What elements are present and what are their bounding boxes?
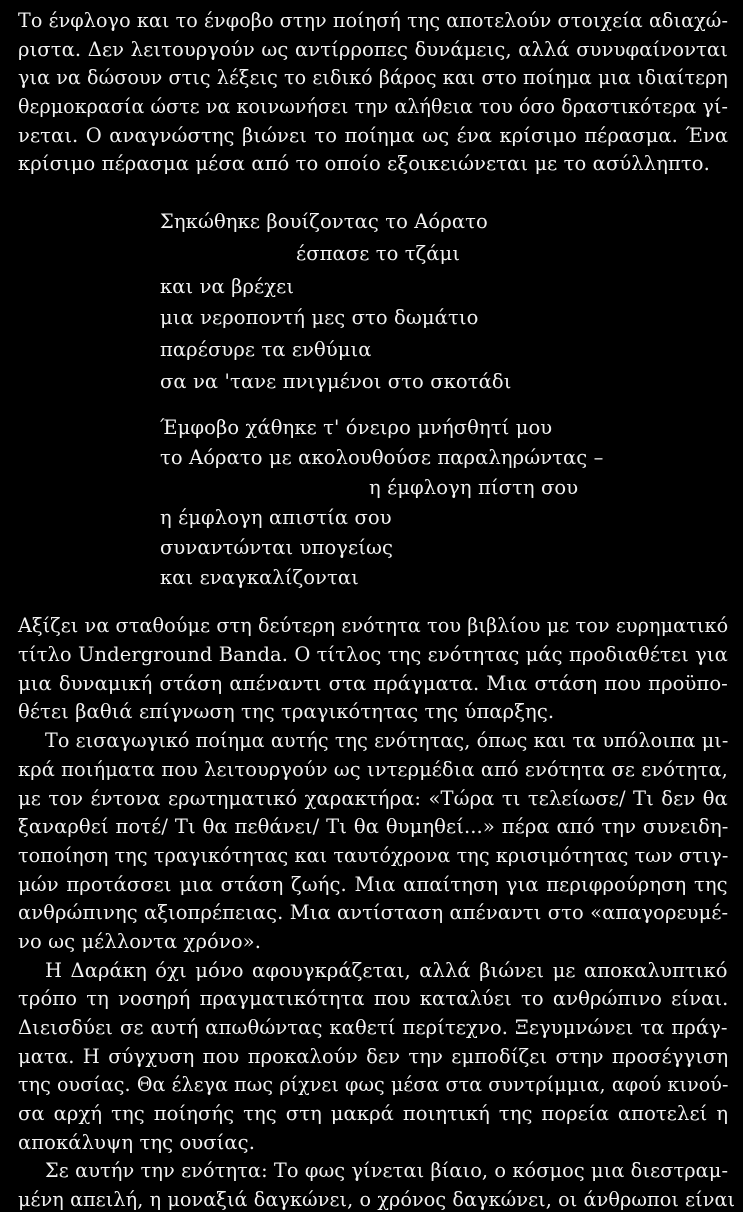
text-line: ματα. Η σύγχυση που προκαλούν δεν την εμποδίζει στην προσέγγιση	[18, 1045, 729, 1068]
poem-line: και εναγκαλίζονται	[160, 566, 359, 589]
text-line: Αξίζει να σταθούμε στη δεύτερη ενότητα του βιβλίου με τον ευρηματικό	[18, 614, 729, 637]
text-line: Η Δαράκη όχι μόνο αφουγκράζεται, αλλά βιώνει με αποκαλυπτικό	[45, 959, 728, 982]
text-line: κρίσιμο πέρασμα μέσα από το οποίο εξοικειώνεται με το ασύλληπτο.	[18, 152, 710, 175]
text-line: μια δυναμική στάση απέναντι στα πράγματα. Μια στάση που προϋπο-	[18, 672, 728, 695]
text-line: μένη απειλή, η μοναξιά δαγκώνει, ο χρόνος δαγκώνει, οι άνθρωποι είναι	[18, 1188, 736, 1211]
text-line: νεται. Ο αναγνώστης βιώνει το ποίημα ως ένα κρίσιμο πέρασμα. Ένα	[18, 124, 729, 147]
text-line: για να δώσουν στις λέξεις το ειδικό βάρος και στο ποίημα μια ιδιαίτερη	[18, 66, 728, 89]
text-line: τρόπο τη νοσηρή πραγματικότητα που καταλύει το ανθρώπινο είναι.	[18, 987, 729, 1010]
text-line: σα αρχή της ποίησής της στη μακρά ποιητική της πορεία αποτελεί η	[18, 1102, 729, 1125]
text-line: αποκάλυψη της ουσίας.	[18, 1131, 255, 1154]
poem-line: παρέσυρε τα ενθύμια	[160, 338, 372, 361]
text-line: τοποίηση της τραγικότητας και ταυτόχρονα της κρισιμότητας των στιγ-	[18, 844, 729, 867]
text-line: Διεισδύει σε αυτή απωθώντας καθετί περίτεχνο. Ξεγυμνώνει τα πράγ-	[18, 1016, 728, 1039]
text-line: τίτλο Underground Banda. Ο τίτλος της ενότητας μάς προδιαθέτει για	[18, 643, 728, 666]
poem-line: έσπασε το τζάμι	[296, 242, 461, 265]
text-line: μών προτάσσει μια στάση ζωής. Μια απαίτηση για περιφρούρηση της	[18, 873, 728, 896]
text-line: νο ως μέλλοντα χρόνο».	[18, 930, 261, 953]
text-line: Το εισαγωγικό ποίημα αυτής της ενότητας, όπως και τα υπόλοιπα μι-	[45, 729, 729, 752]
text-line: θέτει βαθιά επίγνωση της τραγικότητας της ύπαρξης.	[18, 700, 555, 723]
poem-line: μια νεροποντή μες στο δωμάτιο	[160, 306, 479, 329]
text-line: Το ένφλογο και το ένφοβο στην ποίησή της αποτελούν στοιχεία αδιαχώ-	[18, 9, 729, 32]
text-line: κρά ποιήματα που λειτουργούν ως ιντερμέδια από ενότητα σε ενότητα,	[18, 758, 728, 781]
text-line: ξαναρθεί ποτέ/ Τι θα πεθάνει/ Τι θα θυμηθεί...» πέρα από την συνειδη-	[18, 815, 729, 838]
text-line: Σε αυτήν την ενότητα: Το φως γίνεται βίαιο, ο κόσμος μια διεστραμ-	[45, 1159, 729, 1182]
text-line: με τον έντονα ερωτηματικό χαρακτήρα: «Τώρα τι τελείωσε/ Τι δεν θα	[18, 787, 728, 810]
poem-line: σα να 'τανε πνιγμένοι στο σκοτάδι	[160, 370, 512, 393]
text-line: της ουσίας. Θα έλεγα πως ρίχνει φως μέσα στα συντρίμμια, αφού κινού-	[18, 1073, 729, 1096]
poem-line: και να βρέχει	[160, 275, 295, 298]
text-line: θερμοκρασία ώστε να κοινωνήσει την αλήθεια του όσο δραστικότερα γί-	[18, 95, 729, 118]
poem-line: η έμφλογη πίστη σου	[369, 476, 579, 499]
poem-line: Σηκώθηκε βουίζοντας το Αόρατο	[160, 210, 488, 233]
poem-line: Έμφοβο χάθηκε τ' όνειρο μνήσθητί μου	[160, 416, 553, 439]
text-line: ριστα. Δεν λειτουργούν ως αντίρροπες δυνάμεις, αλλά συνυφαίνονται	[18, 38, 728, 61]
text-line: ανθρώπινης αξιοπρέπειας. Μια αντίσταση απέναντι στο «απαγορευμέ-	[18, 901, 729, 924]
poem-line: η έμφλογη απιστία σου	[160, 506, 392, 529]
poem-line: συναντώνται υπογείως	[160, 536, 394, 559]
poem-line: το Αόρατο με ακολουθούσε παραληρώντας –	[160, 446, 604, 469]
